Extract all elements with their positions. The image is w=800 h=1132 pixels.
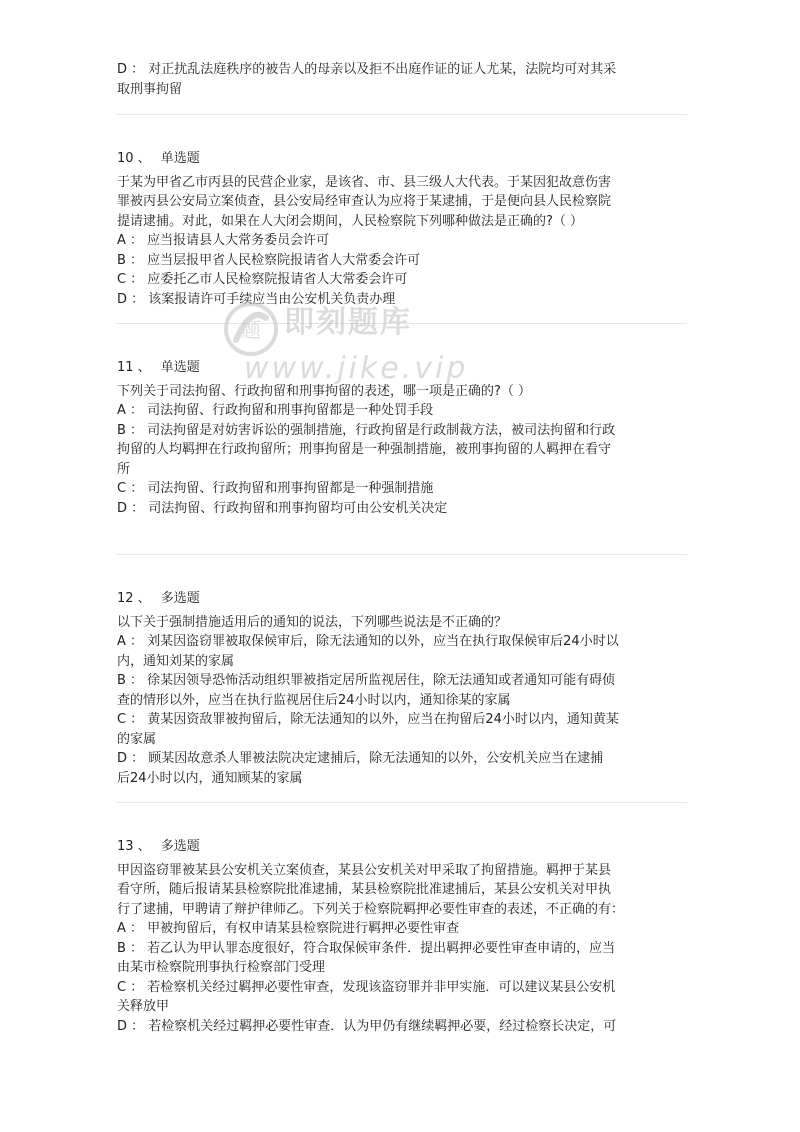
divider	[117, 114, 687, 115]
watermark-url: www.jike.vip	[244, 351, 469, 386]
question-type: 单选题	[160, 151, 200, 166]
option-line: 内，通知刘某的家属	[117, 653, 235, 669]
option-a	[117, 632, 687, 671]
option-d: D ： 司法拘留、行政拘留和刑事拘留均可由公安机关决定	[117, 500, 448, 516]
stem-line: 行了逮捕，甲聘请了辩护律师乙。下列关于检察院羁押必要性审查的表述，不正确的有：	[117, 901, 625, 917]
question-type: 多选题	[160, 591, 200, 606]
option-b	[117, 939, 687, 978]
option-line: 所	[117, 461, 131, 477]
question-11	[117, 358, 687, 518]
question-type: 单选题	[160, 360, 200, 375]
option-c: C ： 司法拘留、行政拘留和刑事拘留都是一种强制措施	[117, 481, 434, 496]
question-stem	[117, 613, 687, 633]
question-header	[117, 589, 687, 609]
option-b	[117, 671, 687, 710]
option-line: B ： 徐某因领导恐怖活动组织罪被指定居所监视居住，除无法通知或者通知可能有碍侦	[117, 673, 616, 688]
option-line: 拘留的人均羁押在行政拘留所；刑事拘留是一种强制措施，被刑事拘留的人羁押在看守	[117, 442, 612, 457]
divider	[117, 802, 687, 803]
option-a: A ： 司法拘留、行政拘留和刑事拘留都是一种处罚手段	[117, 403, 434, 418]
question-header	[117, 149, 687, 169]
question-options	[117, 401, 687, 518]
question-stem	[117, 382, 687, 402]
question-number: 10 、	[117, 151, 151, 166]
stem-line: 罪被丙县公安局立案侦查，县公安局经审查认为应将于某逮捕，于是便向县人民检察院	[117, 194, 612, 209]
option-line: 关释放甲	[117, 999, 170, 1014]
option-line: 查的情形以外，应当在执行监视居住后24小时以内，通知徐某的家属	[117, 692, 511, 708]
question-options	[117, 632, 687, 788]
question-options	[117, 919, 687, 1036]
option-c	[117, 710, 687, 749]
question-10	[117, 149, 687, 309]
option-line: 后24小时以内，通知顾某的家属	[117, 770, 303, 786]
question-number: 13 、	[117, 839, 151, 854]
option-a: A ： 甲被拘留后，有权申请某县检察院进行羁押必要性审查	[117, 921, 460, 936]
option-line: C ： 黄某因资敌罪被拘留后，除无法通知的以外，应当在拘留后24小时以内，通知黄某	[117, 712, 619, 727]
watermark-brand: 即刻题库	[284, 305, 412, 340]
option-line: A ： 刘某因盗窃罪被取保候审后，除无法通知的以外，应当在执行取保候审后24小时以	[117, 634, 619, 649]
option-d: D ： 该案报请许可手续应当由公安机关负责办理	[117, 291, 396, 307]
question-12	[117, 589, 687, 788]
option-c	[117, 978, 687, 1017]
option-line: B ： 司法拘留是对妨害诉讼的强制措施，行政拘留是行政制裁方法，被司法拘留和行政	[117, 422, 616, 438]
stem-line: 下列关于司法拘留、行政拘留和刑事拘留的表述，哪一项是正确的?（ ）	[117, 383, 532, 399]
stem-line: 看守所，随后报请某县检察院批准逮捕，某县检察院批准逮捕后，某县公安机关对甲执	[117, 882, 612, 897]
question-type: 多选题	[160, 839, 200, 854]
option-d	[117, 749, 687, 788]
option-d: D ： 若检察机关经过羁押必要性审查．认为甲仍有继续羁押必要，经过检察长决定，可	[117, 1018, 617, 1034]
option-line: D ： 对正扰乱法庭秩序的被告人的母亲以及拒不出庭作证的证人尤某，法院均可对其采	[117, 62, 617, 77]
option-line: C ： 若检察机关经过羁押必要性审查，发现该盗窃罪并非甲实施．可以建议某县公安机	[117, 979, 616, 995]
question-stem	[117, 173, 687, 232]
option-c: C ： 应委托乙市人民检察院报请省人大常委会许可	[117, 272, 408, 287]
question-number: 12 、	[117, 591, 151, 606]
prev-question-option-d	[117, 60, 687, 99]
question-13	[117, 837, 687, 1036]
divider	[117, 554, 687, 555]
option-line: 的家属	[117, 731, 157, 747]
logo-glyph: 题	[241, 318, 261, 342]
question-options	[117, 231, 687, 309]
stem-line: 于某为甲省乙市丙县的民营企业家，是该省、市、县三级人大代表。于某因犯故意伤害	[117, 174, 612, 190]
question-header	[117, 837, 687, 857]
option-line: B ： 若乙认为甲认罪态度很好，符合取保候审条件．提出羁押必要性审查申请的，应当	[117, 940, 616, 956]
option-b	[117, 421, 687, 480]
stem-line: 提请逮捕。对此，如果在人大闭会期间，人民检察院下列哪种做法是正确的?（ ）	[117, 213, 584, 229]
stem-line: 甲因盗窃罪被某县公安机关立案侦查，某县公安机关对甲采取了拘留措施。羁押于某县	[117, 862, 612, 878]
option-line: 由某市检察院刑事执行检察部门受理	[117, 960, 326, 975]
divider	[117, 323, 687, 324]
question-number: 11 、	[117, 360, 151, 375]
option-a: A ： 应当报请县人大常务委员会许可	[117, 233, 330, 248]
question-stem	[117, 861, 687, 920]
option-b: B ： 应当层报甲省人民检察院报请省人大常委会许可	[117, 252, 421, 268]
option-line: D ： 顾某因故意杀人罪被法院决定逮捕后，除无法通知的以外，公安机关应当在逮捕	[117, 751, 604, 766]
document-body	[117, 60, 687, 1036]
question-header	[117, 358, 687, 378]
stem-line: 以下关于强制措施适用后的通知的说法，下列哪些说法是不正确的？	[117, 614, 508, 630]
option-line: 取刑事拘留	[117, 81, 183, 97]
